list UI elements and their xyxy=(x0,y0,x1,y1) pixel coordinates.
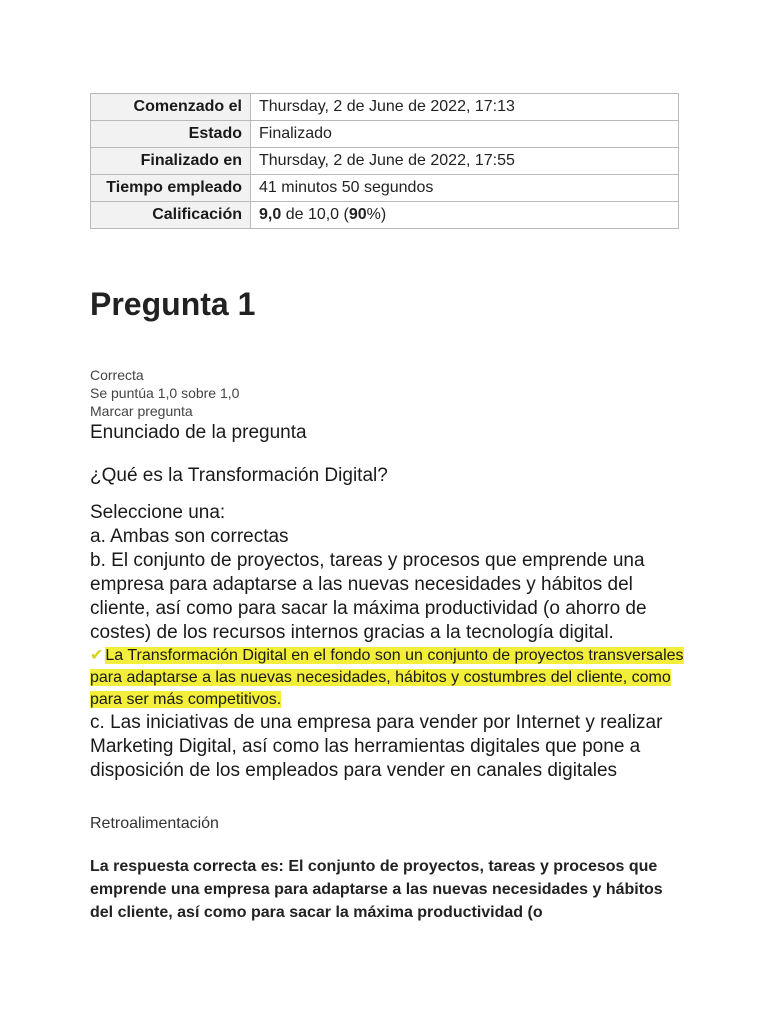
option-text: El conjunto de proyectos, tareas y procesos que emprende una empresa para adaptarse a las nuevas necesidades y hábitos del cliente, así como para sacar la máxima productividad (o ahorro de costes) de los recursos internos gracias a la tecnología digital. xyxy=(90,550,647,643)
summary-row-grade xyxy=(91,202,679,229)
summary-row-state xyxy=(91,121,679,148)
option-letter: a. xyxy=(90,526,106,547)
question-title: Pregunta 1 xyxy=(90,286,256,322)
option-letter: b. xyxy=(90,550,106,571)
grade-percent: 90 xyxy=(348,206,367,223)
grade-value xyxy=(251,202,679,229)
answer-option-c[interactable] xyxy=(90,711,690,783)
grade-score: 9,0 xyxy=(259,206,282,223)
summary-row-time xyxy=(91,175,679,202)
attempt-summary-table xyxy=(90,93,679,229)
state-label: Estado xyxy=(91,121,251,148)
finished-value: Thursday, 2 de June de 2022, 17:55 xyxy=(251,148,679,175)
correct-answer-text: La respuesta correcta es: El conjunto de proyectos, tareas y procesos que emprende una empresa para adaptarse a las nuevas necesidades y hábitos del cliente, así como para sacar la máxima productividad (o xyxy=(90,858,663,921)
summary-row-started xyxy=(91,94,679,121)
answer-option-a[interactable] xyxy=(90,525,690,549)
question-info xyxy=(90,366,239,420)
started-label: Comenzado el xyxy=(91,94,251,121)
question-status: Correcta xyxy=(90,367,144,383)
answer-option-b[interactable] xyxy=(90,549,690,645)
option-text: Ambas son correctas xyxy=(110,526,289,547)
grade-of-text: de 10,0 ( xyxy=(281,206,349,223)
question-score: Se puntúa 1,0 sobre 1,0 xyxy=(90,385,240,401)
flag-question-link[interactable]: Marcar pregunta xyxy=(90,403,193,419)
answer-prompt: Seleccione una: xyxy=(90,502,226,523)
question-stem-heading: Enunciado de la pregunta xyxy=(90,422,307,443)
summary-row-finished xyxy=(91,148,679,175)
question-text: ¿Qué es la Transformación Digital? xyxy=(90,465,388,486)
grade-percent-suffix: %) xyxy=(366,206,387,223)
started-value: Thursday, 2 de June de 2022, 17:13 xyxy=(251,94,679,121)
answer-block xyxy=(90,501,690,783)
time-value: 41 minutos 50 segundos xyxy=(251,175,679,202)
time-label: Tiempo empleado xyxy=(91,175,251,202)
check-icon: ✔ xyxy=(90,647,104,664)
option-letter: c. xyxy=(90,712,105,733)
option-b-feedback xyxy=(90,645,690,711)
finished-label: Finalizado en xyxy=(91,148,251,175)
option-text: Las iniciativas de una empresa para vender por Internet y realizar Marketing Digital, así como las herramientas digitales que pone a disposición de los empleados para vender en canales digitales xyxy=(90,712,663,781)
state-value: Finalizado xyxy=(251,121,679,148)
grade-label: Calificación xyxy=(91,202,251,229)
option-b-feedback-text: La Transformación Digital en el fondo son un conjunto de proyectos transversales para adaptarse a las nuevas necesidades, hábitos y costumbres del cliente, como para ser más competitivos. xyxy=(90,647,684,708)
feedback-heading: Retroalimentación xyxy=(90,815,219,832)
